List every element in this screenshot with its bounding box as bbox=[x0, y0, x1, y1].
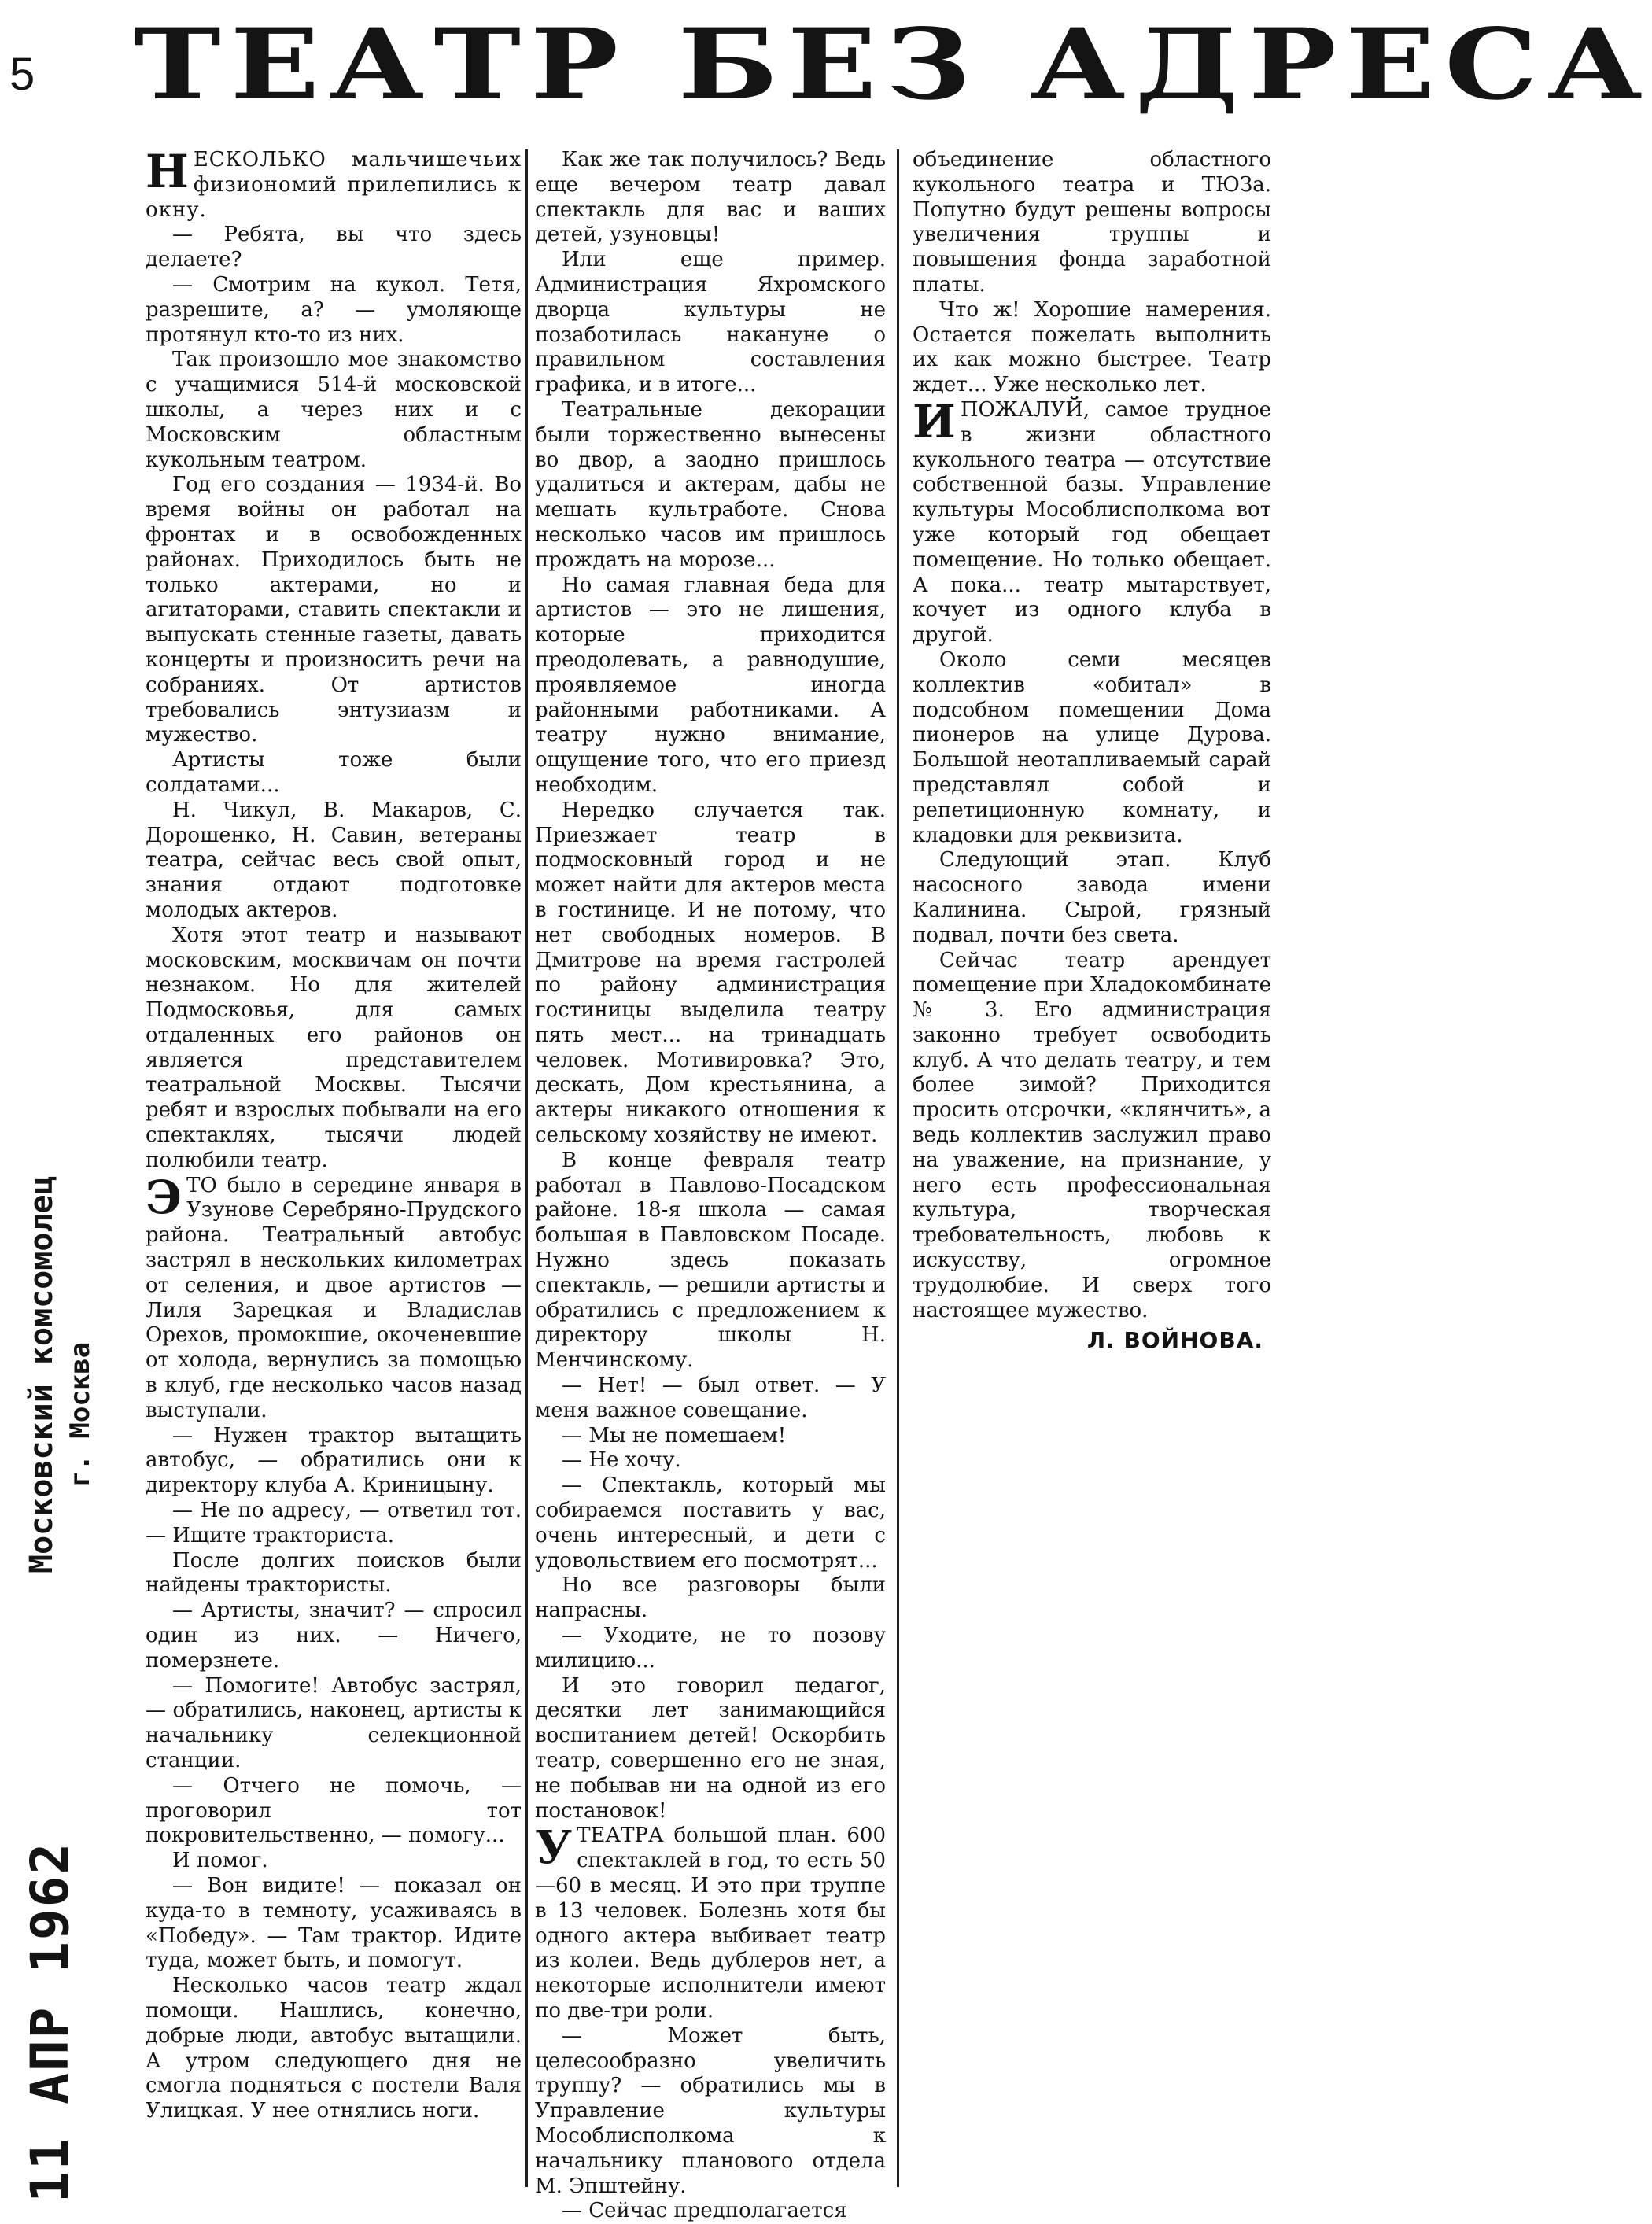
drop-cap: У bbox=[535, 1820, 573, 1875]
paragraph: Нередко случается так. Приезжает театр в подмосковный город и не может найти для актеров места в гостинице. И не потому, что нет свободных номеров. В Дмитрове на время гастролей по району администрация гостиницы выделила театру пять мест... на тринадцать человек. Мотивировка? Это, дескать, Дом крестьянина, а актеры никакого отношения к сельскому хозяйству не имеют. bbox=[535, 798, 886, 1148]
paragraph: — Нет! — был ответ. — У меня важное совещание. bbox=[535, 1374, 886, 1422]
city-stamp: г. Москва bbox=[65, 1341, 96, 1487]
paragraph: Несколько часов театр ждал помощи. Нашлись, конечно, добрые люди, автобус вытащили. А утром следующего дня не смогла подняться с постели Валя Улицкая. У нее отнялись ноги. bbox=[146, 1974, 522, 2123]
paragraph: Следующий этап. Клуб насосного завода имени Калинина. Сырой, грязный подвал, почти без света. bbox=[913, 848, 1271, 947]
drop-cap: Э bbox=[146, 1170, 183, 1224]
paragraph: И помог. bbox=[172, 1849, 268, 1873]
paragraph: Как же так получилось? Ведь еще вечером театр давал спектакль для вас и ваших детей, узуновцы! bbox=[535, 148, 886, 247]
paragraph: ЭТО было в середине января в Узунове Серебряно-Прудского района. Театральный автобус застрял в нескольких километрах от селения, и двое артистов — Лиля Зарецкая и Владислав Орехов, промокшие, окоченевшие от холода, вернулись за помощью в клуб, где несколько часов назад выступали. bbox=[146, 1170, 522, 1422]
paragraph: ИПОЖАЛУЙ, самое трудное в жизни областного кукольного театра — отсутствие собственной базы. Управление культуры Мособлисполкома вот уже который год обещает помещение. Но только обещает. А пока... театр мытарствует, кочует из одного клуба в другой. bbox=[913, 394, 1271, 647]
paragraph: — Не хочу. bbox=[562, 1448, 681, 1473]
paragraph: — Ребята, вы что здесь делаете? bbox=[146, 223, 522, 272]
article-column-3 bbox=[913, 148, 1271, 1375]
drop-cap: И bbox=[913, 394, 956, 448]
paragraph: — Мы не помешаем! bbox=[562, 1423, 787, 1448]
paragraph: — Вон видите! — показал он куда-то в темноту, усаживаясь в «Победу». — Там трактор. Идите туда, может быть, и помогут. bbox=[146, 1873, 522, 1973]
paragraph: — Спектакль, который мы собираемся поставить у вас, очень интересный, и дети с удовольствием его посмотрят... bbox=[535, 1473, 886, 1573]
paragraph: В конце февраля театр работал в Павлово-Посадском районе. 18-я школа — самая большая в Павловском Посаде. Нужно здесь показать спектакль, — решили артисты и обратились с предложением к директору школы Н. Менчинскому. bbox=[535, 1148, 886, 1373]
paragraph: Хотя этот театр и называют московским, москвичам он почти незнаком. Но для жителей Подмосковья, для самых отдаленных его районов он является представителем театральной Москвы. Тысячи ребят и взрослых побывали на его спектаклях, тысячи людей полюбили театр. bbox=[146, 923, 522, 1172]
paragraph: Н. Чикул, В. Макаров, С. Дорошенко, Н. Савин, ветераны театра, сейчас весь свой опыт, знания отдают подготовке молодых актеров. bbox=[146, 798, 522, 922]
paragraph: После долгих поисков были найдены трактористы. bbox=[146, 1548, 522, 1598]
paragraph: Около семи месяцев коллектив «обитал» в подсобном помещении Дома пионеров на улице Дурова. Большой неотапливаемый сарай представлял собой и репетиционную комнату, и кладовки для реквизита. bbox=[913, 647, 1271, 847]
column-divider bbox=[525, 149, 528, 2187]
paragraph: НЕСКОЛЬКО мальчишечьих физиономий прилепились к окну. bbox=[146, 145, 522, 222]
article-column-1 bbox=[146, 145, 522, 2193]
paragraph: — Помогите! Автобус застрял, — обратились, наконец, артисты к начальнику селекционной станции. bbox=[146, 1673, 522, 1772]
paragraph: Так произошло мое знакомство с учащимися 514-й московской школы, а через них и с Московским областным кукольным театром. bbox=[146, 348, 522, 472]
paragraph: И это говорил педагог, десятки лет занимающийся воспитанием детей! Оскорбить театр, совершенно его не зная, не побывав ни на одной из его постановок! bbox=[535, 1673, 886, 1823]
paragraph: — Смотрим на кукол. Тетя, разрешите, а? — умоляюще протянул кто-то из них. bbox=[146, 272, 522, 347]
paragraph: Или еще пример. Администрация Яхромского дворца культуры не позаботилась накануне о правильном составления графика, и в итоге... bbox=[535, 248, 886, 397]
paragraph: Театральные декорации были торжественно вынесены во двор, а заодно пришлось удалиться и актерам, дабы не мешать культработе. Снова несколько часов им пришлось прождать на морозе... bbox=[535, 397, 886, 572]
headline: ТЕАТР БЕЗ АДРЕСА bbox=[134, 8, 1652, 122]
paragraph: Сейчас театр арендует помещение при Хладокомбинате № 3. Его администрация законно требует освободить клуб. А что делать театру, и тем более зимой? Приходится просить отсрочки, «клянчить», а ведь коллектив заслужил право на уважение, на признание, у него есть профессиональная культура, творческая требовательность, любовь к искусству, огромное трудолюбие. И сверх того настоящее мужество. bbox=[913, 948, 1271, 1322]
date-stamp: 11 АПР 1962 bbox=[20, 1841, 80, 2203]
margin-handwritten-mark: 5 bbox=[9, 49, 35, 100]
drop-cap: Н bbox=[146, 145, 189, 198]
paragraph: — Нужен трактор вытащить автобус, — обратились они к директору клуба А. Криницыну. bbox=[146, 1423, 522, 1498]
column-divider bbox=[897, 149, 899, 2187]
article-column-2 bbox=[535, 148, 886, 2223]
paragraph: — Не по адресу, — ответил тот. — Ищите тракториста. bbox=[146, 1499, 522, 1547]
paragraph: Но самая главная беда для артистов — это не лишения, которые приходится преодолевать, а равнодушие, проявляемое иногда районными работниками. А театру нужно внимание, ощущение того, что его приезд необходим. bbox=[535, 573, 886, 797]
paragraph: — Уходите, не то позову милицию... bbox=[535, 1624, 886, 1673]
paragraph: Что ж! Хорошие намерения. Остается пожелать выполнить их как можно быстрее. Театр ждет... Уже несколько лет. bbox=[913, 297, 1271, 397]
paragraph: Год его создания — 1934-й. Во время войны он работал на фронтах и в освобожденных районах. Приходилось быть не только актерами, но и агитаторами, ставить спектакли и выпускать стенные газеты, давать концерты и произносить речи на собраниях. От артистов требовались энтузиазм и мужество. bbox=[146, 473, 522, 747]
paragraph: — Артисты, значит? — спросил один из них. — Ничего, померзнете. bbox=[146, 1599, 522, 1673]
paragraph: Но все разговоры были напрасны. bbox=[535, 1573, 886, 1623]
paragraph: УТЕАТРА большой план. 600 спектаклей в год, то есть 50—60 в месяц. И это при труппе в 13 человек. Болезнь хотя бы одного актера выбивает театр из колеи. Ведь дублеров нет, а некоторые исполнители имеют по две-три роли. bbox=[535, 1820, 886, 2023]
author-signature: Л. ВОЙНОВА. bbox=[1086, 1327, 1263, 1353]
paragraph: объединение областного кукольного театра и ТЮЗа. Попутно будут решены вопросы увеличения труппы и повышения фонда заработной платы. bbox=[913, 148, 1271, 297]
paragraph: Артисты тоже были солдатами... bbox=[146, 748, 522, 797]
paragraph: — Сейчас предполагается bbox=[562, 2199, 847, 2223]
newspaper-stamp: Московский комсомолец bbox=[24, 1175, 60, 1573]
paragraph: — Отчего не помочь, — проговорил тот покровительственно, — помогу... bbox=[146, 1773, 522, 1848]
paragraph: — Может быть, целесообразно увеличить труппу? — обратились мы в Управление культуры Мособлисполкома к начальнику планового отдела М. Эпштейну. bbox=[535, 2023, 886, 2198]
